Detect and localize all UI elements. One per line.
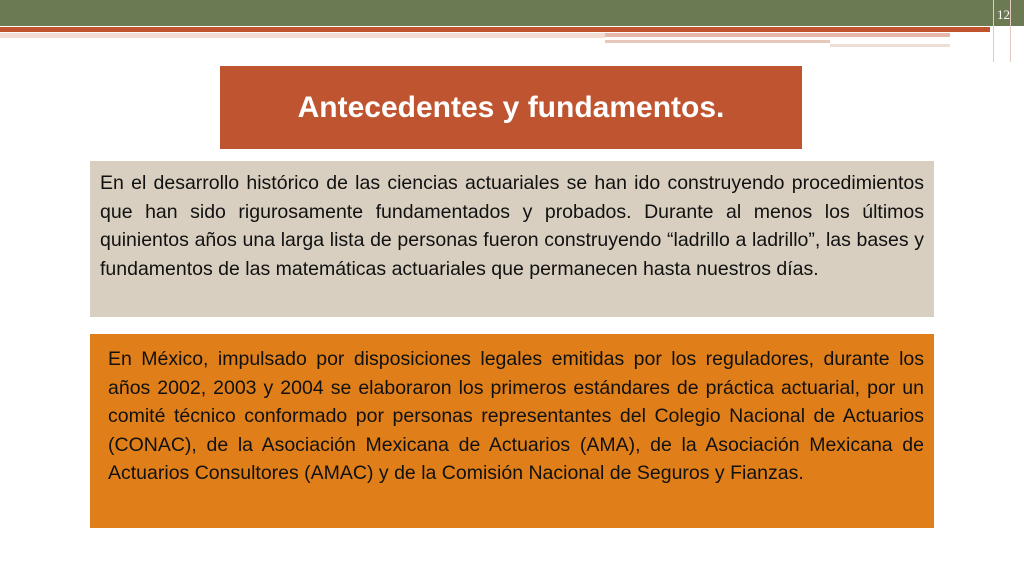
mexico-text-box (90, 334, 934, 528)
title-box (220, 66, 802, 149)
accent-line (0, 33, 605, 38)
accent-line (605, 40, 830, 43)
decorative-vertical-line (1010, 0, 1011, 62)
history-paragraph: En el desarrollo histórico de las ciencias actuariales se han ido construyendo procedimientos que han sido rigurosamente fundamentados y probados. Durante al menos los últimos quinientos años una larga lista de personas fueron construyendo “ladrillo a ladrillo”, las bases y fundamentos de las matemáticas actuariales que permanecen hasta nuestros días. (100, 172, 924, 280)
slide-number: 12 (997, 7, 1010, 22)
accent-line (830, 44, 950, 47)
mexico-paragraph: En México, impulsado por disposiciones legales emitidas por los reguladores, durante los años 2002, 2003 y 2004 se elaboraron los primeros estándares de práctica actuarial, por un comité técnico conformado por personas representantes del Colegio Nacional de Actuarios (CONAC), de la Asociación Mexicana de Actuarios (AMA), de la Asociación Mexicana de Actuarios Consultores (AMAC) y de la Comisión Nacional de Seguros y Fianzas. (108, 348, 924, 484)
accent-line (605, 33, 950, 37)
header-bar (0, 0, 1024, 26)
history-text-box (90, 161, 934, 317)
slide-title: Antecedentes y fundamentos. (297, 90, 725, 124)
accent-line (0, 27, 990, 32)
